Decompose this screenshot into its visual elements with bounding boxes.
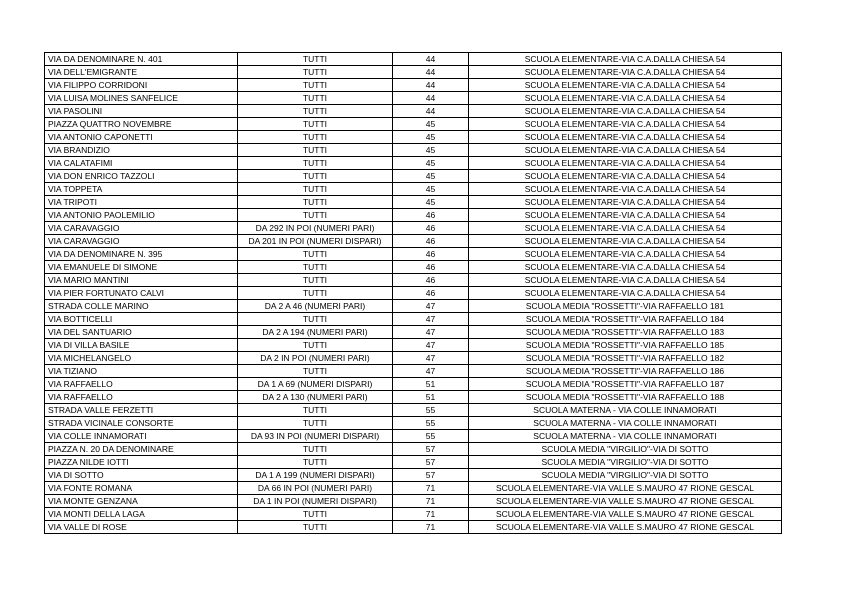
street-cell: PIAZZA N. 20 DA DENOMINARE — [45, 443, 238, 456]
civic-number-rule-cell: TUTTI — [238, 287, 393, 300]
zone-code-cell: 46 — [393, 274, 469, 287]
street-cell: VIA FILIPPO CORRIDONI — [45, 79, 238, 92]
street-cell: PIAZZA NILDE IOTTI — [45, 456, 238, 469]
zone-code-cell: 46 — [393, 248, 469, 261]
zone-code-cell: 55 — [393, 417, 469, 430]
table-row — [45, 495, 782, 508]
zone-code-cell: 44 — [393, 79, 469, 92]
zone-code-cell: 57 — [393, 469, 469, 482]
school-cell: SCUOLA MEDIA "VIRGILIO"-VIA DI SOTTO — [469, 456, 782, 469]
zone-code-cell: 44 — [393, 105, 469, 118]
civic-number-rule-cell: DA 2 A 46 (NUMERI PARI) — [238, 300, 393, 313]
school-cell: SCUOLA ELEMENTARE-VIA C.A.DALLA CHIESA 54 — [469, 235, 782, 248]
table-row — [45, 222, 782, 235]
street-cell: VIA MONTE GENZANA — [45, 495, 238, 508]
street-cell: VIA RAFFAELLO — [45, 378, 238, 391]
zone-code-cell: 46 — [393, 261, 469, 274]
civic-number-rule-cell: DA 1 A 199 (NUMERI DISPARI) — [238, 469, 393, 482]
table-row — [45, 170, 782, 183]
civic-number-rule-cell: TUTTI — [238, 248, 393, 261]
civic-number-rule-cell: TUTTI — [238, 404, 393, 417]
zone-code-cell: 71 — [393, 495, 469, 508]
table-row — [45, 430, 782, 443]
zone-code-cell: 55 — [393, 430, 469, 443]
table-row — [45, 521, 782, 534]
civic-number-rule-cell: TUTTI — [238, 170, 393, 183]
civic-number-rule-cell: TUTTI — [238, 365, 393, 378]
street-cell: VIA DI SOTTO — [45, 469, 238, 482]
civic-number-rule-cell: TUTTI — [238, 157, 393, 170]
zone-code-cell: 71 — [393, 508, 469, 521]
school-cell: SCUOLA ELEMENTARE-VIA C.A.DALLA CHIESA 54 — [469, 131, 782, 144]
school-cell: SCUOLA ELEMENTARE-VIA VALLE S.MAURO 47 RIONE GESCAL — [469, 521, 782, 534]
civic-number-rule-cell: TUTTI — [238, 443, 393, 456]
street-cell: VIA DEL SANTUARIO — [45, 326, 238, 339]
zone-code-cell: 45 — [393, 170, 469, 183]
zone-code-cell: 44 — [393, 53, 469, 66]
table-row — [45, 417, 782, 430]
civic-number-rule-cell: TUTTI — [238, 92, 393, 105]
zone-code-cell: 71 — [393, 482, 469, 495]
table-row — [45, 352, 782, 365]
street-cell: VIA VALLE DI ROSE — [45, 521, 238, 534]
table-row — [45, 482, 782, 495]
school-cell: SCUOLA ELEMENTARE-VIA C.A.DALLA CHIESA 54 — [469, 144, 782, 157]
street-cell: VIA ANTONIO CAPONETTI — [45, 131, 238, 144]
civic-number-rule-cell: TUTTI — [238, 144, 393, 157]
school-cell: SCUOLA MEDIA "ROSSETTI"-VIA RAFFAELLO 182 — [469, 352, 782, 365]
school-cell: SCUOLA ELEMENTARE-VIA C.A.DALLA CHIESA 54 — [469, 170, 782, 183]
table-body — [45, 53, 782, 534]
street-cell: VIA DA DENOMINARE N. 395 — [45, 248, 238, 261]
zone-code-cell: 45 — [393, 118, 469, 131]
school-cell: SCUOLA ELEMENTARE-VIA VALLE S.MAURO 47 RIONE GESCAL — [469, 482, 782, 495]
civic-number-rule-cell: TUTTI — [238, 339, 393, 352]
school-cell: SCUOLA ELEMENTARE-VIA C.A.DALLA CHIESA 54 — [469, 196, 782, 209]
civic-number-rule-cell: DA 2 IN POI (NUMERI PARI) — [238, 352, 393, 365]
school-cell: SCUOLA ELEMENTARE-VIA C.A.DALLA CHIESA 54 — [469, 222, 782, 235]
zone-code-cell: 46 — [393, 209, 469, 222]
street-cell: PIAZZA QUATTRO NOVEMBRE — [45, 118, 238, 131]
street-cell: STRADA VALLE FERZETTI — [45, 404, 238, 417]
street-cell: VIA CALATAFIMI — [45, 157, 238, 170]
school-cell: SCUOLA MATERNA - VIA COLLE INNAMORATI — [469, 404, 782, 417]
table-row — [45, 209, 782, 222]
zone-code-cell: 55 — [393, 404, 469, 417]
school-cell: SCUOLA MEDIA "ROSSETTI"-VIA RAFFAELLO 183 — [469, 326, 782, 339]
zone-code-cell: 47 — [393, 300, 469, 313]
civic-number-rule-cell: DA 1 IN POI (NUMERI DISPARI) — [238, 495, 393, 508]
street-cell: VIA TOPPETA — [45, 183, 238, 196]
table-row — [45, 287, 782, 300]
civic-number-rule-cell: DA 66 IN POI (NUMERI PARI) — [238, 482, 393, 495]
zone-code-cell: 47 — [393, 326, 469, 339]
table-row — [45, 365, 782, 378]
table-row — [45, 313, 782, 326]
civic-number-rule-cell: DA 201 IN POI (NUMERI DISPARI) — [238, 235, 393, 248]
street-cell: VIA CARAVAGGIO — [45, 222, 238, 235]
table-row — [45, 508, 782, 521]
street-cell: VIA EMANUELE DI SIMONE — [45, 261, 238, 274]
school-cell: SCUOLA ELEMENTARE-VIA C.A.DALLA CHIESA 54 — [469, 274, 782, 287]
civic-number-rule-cell: TUTTI — [238, 183, 393, 196]
school-cell: SCUOLA ELEMENTARE-VIA C.A.DALLA CHIESA 54 — [469, 248, 782, 261]
civic-number-rule-cell: TUTTI — [238, 274, 393, 287]
zone-code-cell: 47 — [393, 352, 469, 365]
street-cell: VIA MONTI DELLA LAGA — [45, 508, 238, 521]
table-row — [45, 183, 782, 196]
street-cell: VIA DON ENRICO TAZZOLI — [45, 170, 238, 183]
table-row — [45, 92, 782, 105]
street-cell: VIA DI VILLA BASILE — [45, 339, 238, 352]
street-cell: STRADA COLLE MARINO — [45, 300, 238, 313]
civic-number-rule-cell: DA 93 IN POI (NUMERI DISPARI) — [238, 430, 393, 443]
table-row — [45, 391, 782, 404]
civic-number-rule-cell: TUTTI — [238, 66, 393, 79]
school-cell: SCUOLA ELEMENTARE-VIA VALLE S.MAURO 47 RIONE GESCAL — [469, 495, 782, 508]
table-row — [45, 456, 782, 469]
zone-code-cell: 45 — [393, 196, 469, 209]
civic-number-rule-cell: DA 2 A 194 (NUMERI PARI) — [238, 326, 393, 339]
zone-code-cell: 47 — [393, 313, 469, 326]
street-cell: VIA BOTTICELLI — [45, 313, 238, 326]
street-cell: VIA FONTE ROMANA — [45, 482, 238, 495]
table-row — [45, 443, 782, 456]
table-row — [45, 66, 782, 79]
table-row — [45, 261, 782, 274]
table-row — [45, 105, 782, 118]
table-row — [45, 378, 782, 391]
table-row — [45, 196, 782, 209]
zone-code-cell: 46 — [393, 235, 469, 248]
school-cell: SCUOLA ELEMENTARE-VIA C.A.DALLA CHIESA 54 — [469, 157, 782, 170]
zone-code-cell: 45 — [393, 144, 469, 157]
school-cell: SCUOLA MEDIA "VIRGILIO"-VIA DI SOTTO — [469, 443, 782, 456]
school-cell: SCUOLA ELEMENTARE-VIA C.A.DALLA CHIESA 54 — [469, 79, 782, 92]
civic-number-rule-cell: TUTTI — [238, 118, 393, 131]
school-cell: SCUOLA ELEMENTARE-VIA C.A.DALLA CHIESA 54 — [469, 66, 782, 79]
civic-number-rule-cell: TUTTI — [238, 313, 393, 326]
table-row — [45, 144, 782, 157]
school-cell: SCUOLA ELEMENTARE-VIA C.A.DALLA CHIESA 54 — [469, 105, 782, 118]
zone-code-cell: 44 — [393, 66, 469, 79]
table-row — [45, 118, 782, 131]
school-cell: SCUOLA ELEMENTARE-VIA C.A.DALLA CHIESA 54 — [469, 183, 782, 196]
school-cell: SCUOLA MEDIA "ROSSETTI"-VIA RAFFAELLO 187 — [469, 378, 782, 391]
civic-number-rule-cell: TUTTI — [238, 417, 393, 430]
street-cell: VIA ANTONIO PAOLEMILIO — [45, 209, 238, 222]
street-cell: VIA TRIPOTI — [45, 196, 238, 209]
zone-code-cell: 45 — [393, 131, 469, 144]
street-cell: VIA DA DENOMINARE N. 401 — [45, 53, 238, 66]
table-row — [45, 339, 782, 352]
table-row — [45, 469, 782, 482]
zone-code-cell: 71 — [393, 521, 469, 534]
zone-code-cell: 51 — [393, 378, 469, 391]
civic-number-rule-cell: DA 2 A 130 (NUMERI PARI) — [238, 391, 393, 404]
street-cell: VIA RAFFAELLO — [45, 391, 238, 404]
civic-number-rule-cell: DA 1 A 69 (NUMERI DISPARI) — [238, 378, 393, 391]
street-cell: VIA CARAVAGGIO — [45, 235, 238, 248]
civic-number-rule-cell: TUTTI — [238, 261, 393, 274]
table-row — [45, 248, 782, 261]
street-cell: VIA MICHELANGELO — [45, 352, 238, 365]
table-row — [45, 157, 782, 170]
school-cell: SCUOLA ELEMENTARE-VIA C.A.DALLA CHIESA 54 — [469, 53, 782, 66]
civic-number-rule-cell: TUTTI — [238, 456, 393, 469]
school-cell: SCUOLA ELEMENTARE-VIA C.A.DALLA CHIESA 54 — [469, 209, 782, 222]
street-cell: STRADA VICINALE CONSORTE — [45, 417, 238, 430]
civic-number-rule-cell: DA 292 IN POI (NUMERI PARI) — [238, 222, 393, 235]
table-row — [45, 79, 782, 92]
school-cell: SCUOLA MEDIA "ROSSETTI"-VIA RAFFAELLO 186 — [469, 365, 782, 378]
school-cell: SCUOLA MEDIA "VIRGILIO"-VIA DI SOTTO — [469, 469, 782, 482]
school-cell: SCUOLA ELEMENTARE-VIA C.A.DALLA CHIESA 54 — [469, 92, 782, 105]
school-cell: SCUOLA MATERNA - VIA COLLE INNAMORATI — [469, 417, 782, 430]
civic-number-rule-cell: TUTTI — [238, 53, 393, 66]
school-cell: SCUOLA ELEMENTARE-VIA C.A.DALLA CHIESA 54 — [469, 118, 782, 131]
street-cell: VIA COLLE INNAMORATI — [45, 430, 238, 443]
zone-code-cell: 57 — [393, 443, 469, 456]
street-cell: VIA BRANDIZIO — [45, 144, 238, 157]
zone-code-cell: 51 — [393, 391, 469, 404]
table-row — [45, 300, 782, 313]
school-cell: SCUOLA ELEMENTARE-VIA C.A.DALLA CHIESA 54 — [469, 261, 782, 274]
zone-code-cell: 46 — [393, 287, 469, 300]
civic-number-rule-cell: TUTTI — [238, 209, 393, 222]
zone-code-cell: 45 — [393, 157, 469, 170]
table-row — [45, 53, 782, 66]
school-cell: SCUOLA MEDIA "ROSSETTI"-VIA RAFFAELLO 188 — [469, 391, 782, 404]
school-cell: SCUOLA MEDIA "ROSSETTI"-VIA RAFFAELLO 185 — [469, 339, 782, 352]
civic-number-rule-cell: TUTTI — [238, 196, 393, 209]
street-cell: VIA PASOLINI — [45, 105, 238, 118]
zone-code-cell: 45 — [393, 183, 469, 196]
street-cell: VIA LUISA MOLINES SANFELICE — [45, 92, 238, 105]
street-cell: VIA DELL'EMIGRANTE — [45, 66, 238, 79]
table-row — [45, 274, 782, 287]
table-row — [45, 131, 782, 144]
civic-number-rule-cell: TUTTI — [238, 508, 393, 521]
school-cell: SCUOLA MEDIA "ROSSETTI"-VIA RAFFAELLO 184 — [469, 313, 782, 326]
civic-number-rule-cell: TUTTI — [238, 131, 393, 144]
zone-code-cell: 47 — [393, 365, 469, 378]
street-cell: VIA TIZIANO — [45, 365, 238, 378]
street-cell: VIA PIER FORTUNATO CALVI — [45, 287, 238, 300]
zone-code-cell: 57 — [393, 456, 469, 469]
zone-code-cell: 47 — [393, 339, 469, 352]
civic-number-rule-cell: TUTTI — [238, 105, 393, 118]
street-cell: VIA MARIO MANTINI — [45, 274, 238, 287]
civic-number-rule-cell: TUTTI — [238, 79, 393, 92]
school-cell: SCUOLA MATERNA - VIA COLLE INNAMORATI — [469, 430, 782, 443]
school-cell: SCUOLA ELEMENTARE-VIA VALLE S.MAURO 47 RIONE GESCAL — [469, 508, 782, 521]
civic-number-rule-cell: TUTTI — [238, 521, 393, 534]
catchment-table — [44, 52, 782, 534]
zone-code-cell: 44 — [393, 92, 469, 105]
table-row — [45, 326, 782, 339]
school-cell: SCUOLA MEDIA "ROSSETTI"-VIA RAFFAELLO 181 — [469, 300, 782, 313]
table-row — [45, 404, 782, 417]
zone-code-cell: 46 — [393, 222, 469, 235]
table-row — [45, 235, 782, 248]
school-cell: SCUOLA ELEMENTARE-VIA C.A.DALLA CHIESA 54 — [469, 287, 782, 300]
